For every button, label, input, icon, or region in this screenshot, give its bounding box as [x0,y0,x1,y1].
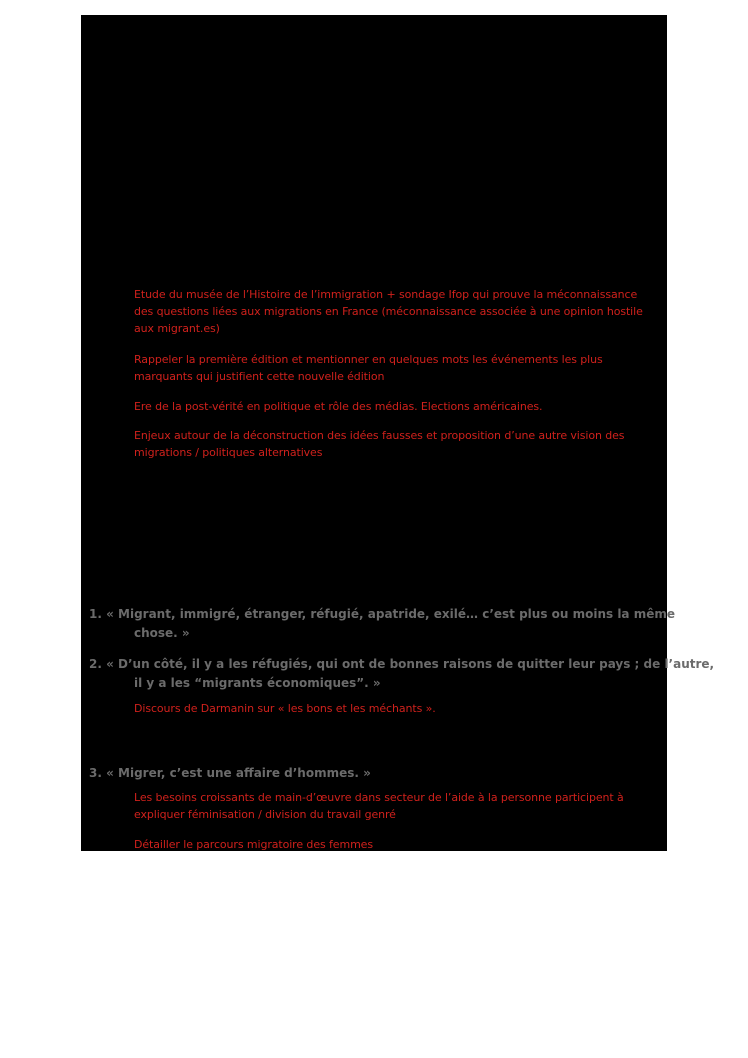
note-line: aux migrant.es) [134,322,220,335]
note-line: Les besoins croissants de main-d’œuvre dans secteur de l’aide à la personne participent à [134,791,624,804]
note-line: marquants qui justifient cette nouvelle édition [134,370,385,383]
intro-note-4 [134,427,624,461]
note-line: des questions liées aux migrations en France (méconnaissance associée à une opinion hostile [134,305,643,318]
item-2-note [134,700,436,717]
note-line: Enjeux autour de la déconstruction des idées fausses et proposition d’une autre vision des [134,429,625,442]
item-3-note-2 [134,836,373,853]
item-line: 2. « D’un côté, il y a les réfugiés, qui ont de bonnes raisons de quitter leur pays ; de l’autre, [89,657,715,671]
item-line: il y a les “migrants économiques”. » [134,676,381,690]
note-line: Discours de Darmanin sur « les bons et les méchants ». [134,702,436,715]
item-line: chose. » [134,626,190,640]
intro-note-2 [134,351,603,385]
list-item-1 [89,605,675,643]
note-line: expliquer féminisation / division du travail genré [134,808,396,821]
item-line: 3. « Migrer, c’est une affaire d’hommes. » [89,766,371,780]
intro-note-3 [134,398,542,415]
note-line: Rappeler la première édition et mentionner en quelques mots les événements les plus [134,353,603,366]
note-line: migrations / politiques alternatives [134,446,323,459]
note-line: Détailler le parcours migratoire des femmes [134,838,373,851]
item-3-note-1 [134,789,624,823]
item-line: 1. « Migrant, immigré, étranger, réfugié, apatride, exilé… c’est plus ou moins la même [89,607,675,621]
note-line: Ere de la post-vérité en politique et rôle des médias. Elections américaines. [134,400,543,413]
note-line: Etude du musée de l’Histoire de l’immigration + sondage Ifop qui prouve la méconnaissance [134,288,638,301]
intro-note-1 [134,286,643,337]
list-item-3 [89,764,371,783]
list-item-2 [89,655,714,693]
